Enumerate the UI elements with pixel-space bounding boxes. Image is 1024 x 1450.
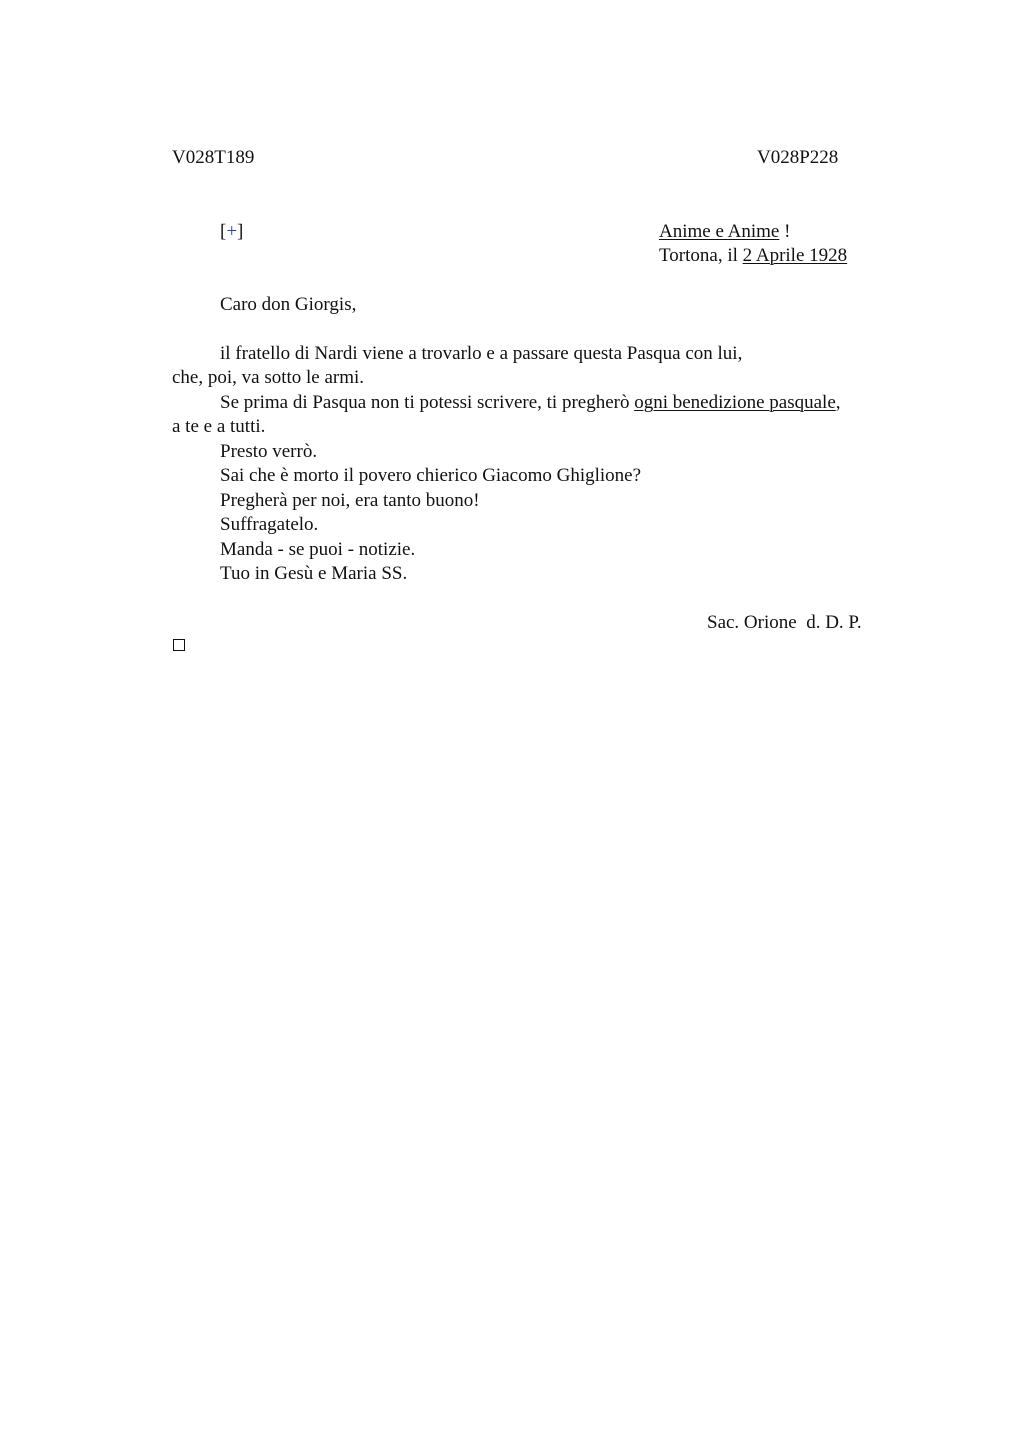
document-code-right: V028P228 [757,147,839,168]
body-text: , [835,392,841,413]
salutation: Caro don Giorgis, [220,294,357,315]
cross-symbol [220,220,243,244]
body-line: Presto verrò. [220,441,318,462]
underlined-phrase: ogni benedizione pasquale [634,392,836,413]
document-code-left: V028T189 [172,147,255,168]
body-text: Se prima di Pasqua non ti potessi scrivere, ti pregherò [220,392,635,413]
body-line: Manda - se puoi - notizie. [220,539,416,560]
motto-tail: ! [779,221,791,242]
motto [659,220,790,244]
signature: Sac. Orione d. D. P. [707,612,862,633]
body-line: Suffragatelo. [220,514,319,535]
body-line: Sai che è morto il povero chierico Giacomo Ghiglione? [220,465,642,486]
body-line: Pregherà per noi, era tanto buono! [220,490,480,511]
body-line: che, poi, va sotto le armi. [172,367,365,388]
place-prefix: Tortona, il [659,245,743,266]
body-line: a te e a tutti. [172,416,266,437]
motto-underlined: Anime e Anime [659,221,780,242]
bracket-open: [ [220,221,227,242]
closing-line: Tuo in Gesù e Maria SS. [220,563,408,584]
end-mark-square-icon [173,639,185,651]
bracket-close: ] [237,221,244,242]
body-line [220,391,841,415]
place-date [659,244,847,268]
body-line: il fratello di Nardi viene a trovarlo e a passare questa Pasqua con lui, [220,343,743,364]
letter-date: 2 Aprile 1928 [742,245,848,266]
cross-icon: + [226,221,238,242]
